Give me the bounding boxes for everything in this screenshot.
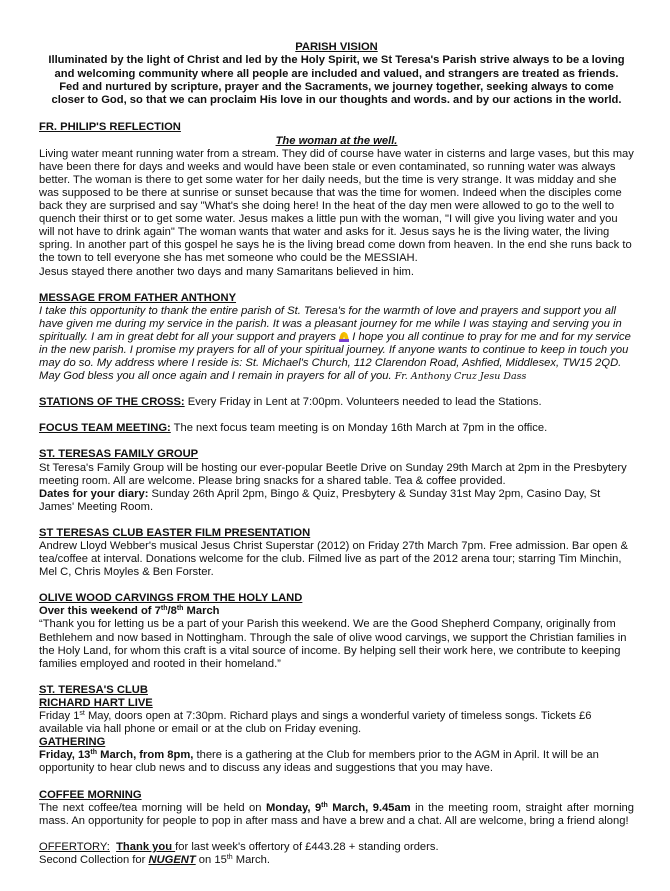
focus-body: The next focus team meeting is on Monday 16th March at 7pm in the office.: [170, 422, 548, 435]
focus-section: [39, 422, 634, 435]
coffee-heading: COFFEE MORNING: [39, 788, 142, 801]
parish-vision: [39, 41, 634, 107]
coffee-sup: th: [321, 801, 328, 809]
offertory-amount: for last week's offertory of £443.28 + standing orders.: [175, 840, 439, 853]
newsletter-page: [39, 41, 634, 867]
offertory-heading: OFFERTORY:: [39, 840, 110, 853]
family-diary: [39, 488, 634, 514]
reflection-section: [39, 121, 634, 278]
coffee-body: [39, 802, 634, 828]
anthony-signature: Fr. Anthony Cruz Jesu Dass: [394, 371, 527, 383]
offertory-thanks: Thank you: [116, 840, 176, 853]
anthony-body: [39, 305, 634, 384]
anthony-heading: MESSAGE FROM FATHER ANTHONY: [39, 291, 237, 304]
focus-heading: FOCUS TEAM MEETING:: [39, 422, 171, 435]
offertory-section: [39, 841, 634, 867]
olive-body: “Thank you for letting us be a part of your Parish this weekend. We are the Good Shepherd Company, originally from Bethlehem and now based in Nottingham. Through the sale of olive wood carvings, we support the Christian families in the Holy Land, for whom this craft is a vital source of income. By helping sell their work here, we contribute to keeping families employed and rooted in their homeland.”: [39, 618, 627, 670]
olive-sub-text: Over this weekend of 7: [39, 605, 161, 618]
second-collection-text: on 15: [195, 853, 227, 866]
film-section: [39, 527, 634, 579]
gathering-heading: GATHERING: [39, 736, 106, 749]
stations-section: [39, 396, 634, 409]
second-collection-name: NUGENT: [148, 853, 196, 866]
vision-line: Illuminated by the light of Christ and led by the Holy Spirit, we St Teresa's Parish strive always to be a loving: [48, 54, 625, 67]
olive-heading: OLIVE WOOD CARVINGS FROM THE HOLY LAND: [39, 592, 303, 605]
coffee-text: in the meeting room, straight after morning mass. An opportunity for people to pop in after mass and have a brew and a chat. All are welcome, bring a friend along!: [39, 801, 634, 827]
diary-label: Dates for your diary:: [39, 487, 149, 500]
anthony-body-part1: I take this opportunity to thank the entire parish of St. Teresa's for the warmth of love and prayers and support you all have given me during my service in the parish. It was a pleasant journey for me while I was staying and serving you in spiritually. I am in great debt for all your support and prayers: [39, 304, 622, 343]
hart-text: Friday 1: [39, 710, 80, 723]
anthony-section: [39, 292, 634, 384]
coffee-date: Monday, 9: [265, 801, 322, 814]
film-heading: ST TERESAS CLUB EASTER FILM PRESENTATION: [39, 526, 311, 539]
hart-sup: st: [79, 710, 85, 718]
vision-line: and welcoming community where all people are included and valued, and strangers are treated as friends.: [54, 67, 619, 80]
vision-line: closer to God, so that we can proclaim His love in our thoughts and words. and by our actions in the world.: [51, 94, 622, 107]
vision-line: Fed and nurtured by scripture, prayer and the Sacraments, we journey together, seeking always to come: [59, 80, 614, 93]
coffee-section: [39, 789, 634, 828]
olive-sub-text: March: [183, 605, 220, 618]
second-collection-sup: th: [226, 853, 233, 861]
hart-body: [39, 710, 634, 736]
stations-body: Every Friday in Lent at 7:00pm. Volunteers needed to lead the Stations.: [184, 396, 542, 409]
reflection-heading: FR. PHILIP'S REFLECTION: [39, 121, 181, 134]
gathering-text: there is a gathering at the Club for members prior to the AGM in April. It will be an opportunity to hear club news and to discuss any ideas and suggestions that you may have.: [39, 749, 599, 775]
film-body: Andrew Lloyd Webber's musical Jesus Christ Superstar (2012) on Friday 27th March 7pm. Free admission. Bar open & tea/coffee at interval. Donations welcome for the club. Filmed live as part of the 2012 arena tour; starring Tim Minchin, Mel C, Chris Moyles & Ben Forster.: [39, 540, 628, 579]
gathering-body: [39, 749, 634, 775]
praying-hands-icon: [339, 332, 349, 341]
olive-subheading: [39, 605, 634, 618]
club-heading: ST. TERESA'S CLUB: [39, 683, 148, 696]
family-heading: ST. TERESAS FAMILY GROUP: [39, 448, 199, 461]
family-body: St Teresa's Family Group will be hosting our ever-popular Beetle Drive on Sunday 29th March at 2pm in the Presbytery meeting room. All are welcome. Please bring snacks for a shared table. Tea & coffee provided.: [39, 461, 627, 487]
gathering-date: March, from 8pm,: [97, 749, 194, 762]
olive-sup: th: [176, 605, 184, 613]
reflection-closing: Jesus stayed there another two days and many Samaritans believed in him.: [39, 265, 414, 278]
coffee-date: March,: [327, 801, 369, 814]
stations-heading: STATIONS OF THE CROSS:: [39, 396, 185, 409]
hart-heading: RICHARD HART LIVE: [39, 696, 153, 709]
parish-vision-title: PARISH VISION: [295, 41, 378, 53]
second-collection-text: Second Collection for: [39, 853, 149, 866]
reflection-subtitle: The woman at the well.: [275, 134, 398, 147]
gathering-sup: th: [90, 749, 98, 757]
coffee-time: 9.45am: [368, 801, 411, 814]
anthony-body-part2: I hope you all continue to pray for me and for my service in the new parish. I promise my prayers for all of your spiritual journey. If anyone wants to continue to keep in touch you may do so. My address where I reside is: St. Michael's Church, 112 Clarendon Road, Ashfied, Middlesex, TW15 2QD. May God bless you all once again and I remain in prayers for all of you.: [39, 330, 631, 383]
coffee-text: The next coffee/tea morning will be held on: [39, 801, 266, 814]
hart-text: May, doors open at 7:30pm. Richard plays and sings a wonderful variety of timeless songs. Tickets £6 available via hall phone or email or at the club on Friday evening.: [39, 710, 592, 736]
olive-section: [39, 592, 634, 671]
family-section: [39, 448, 634, 513]
second-collection-text: March.: [232, 853, 270, 866]
diary-body: Sunday 26th April 2pm, Bingo & Quiz, Presbytery & Sunday 31st May 2pm, Casino Day, St James' Meeting Room.: [39, 487, 601, 513]
reflection-body: Living water meant running water from a stream. They did of course have water in cisterns and large vases, but this may have been there for days and weeks and would have been stale or even contaminated, so running water was always better. The woman is there to get some water for her daily needs, but the time is very strange. It was midday and she was supposed to be there at sunrise or sunset because that was the time for women. Indeed when the disciples come back they are surprised and say "What's she doing here! In the heat of the day men were allowed to go to the well to quench their thirst or to get some water. Jesus makes a little pun with the woman, "I will give you living water and you will not have to drink again" The woman wants that water and asks for it. Jesus says he is the living water, the living spring. In another part of this gospel he says he is the living bread come down from heaven. In the end she runs back to the town to tell everyone she has met someone who could be the MESSIAH.: [39, 147, 634, 265]
offertory-line: [39, 841, 634, 854]
olive-sup: th: [160, 605, 168, 613]
gathering-date: Friday, 13: [39, 749, 91, 762]
club-section: [39, 684, 634, 776]
olive-sub-text: /8: [167, 605, 177, 618]
second-collection: [39, 854, 634, 867]
